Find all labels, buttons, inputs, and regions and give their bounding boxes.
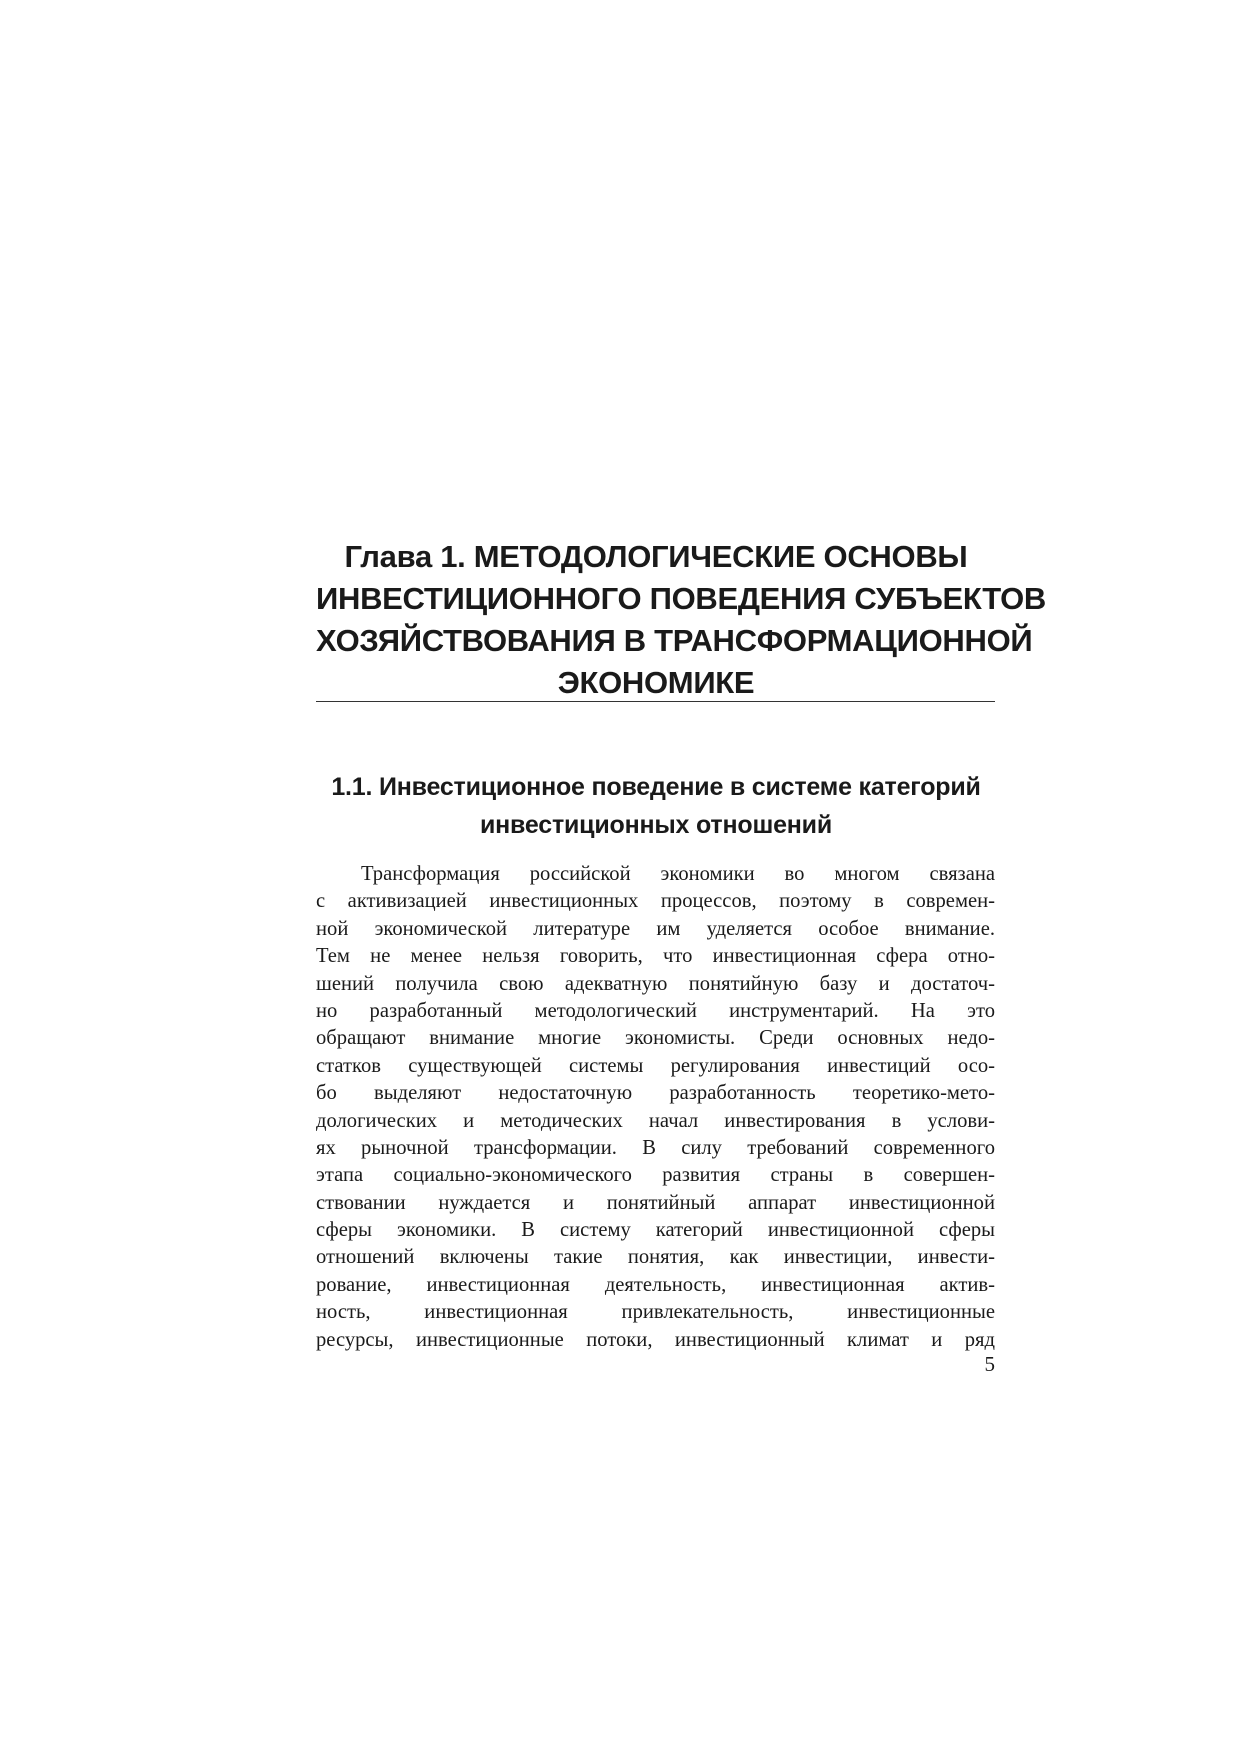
paragraph-line: этапа социально-экономического развития страны в совершен- — [316, 1164, 995, 1187]
paragraph-line: ность, инвестиционная привлекательность, инвестиционные — [316, 1301, 995, 1324]
paragraph-line: но разработанный методологический инструментарий. На это — [316, 999, 995, 1022]
paragraph-line: ях рыночной трансформации. В силу требований современного — [316, 1136, 995, 1159]
paragraph-line: с активизацией инвестиционных процессов, поэтому в современ- — [316, 890, 995, 913]
chapter-title — [316, 536, 1047, 704]
chapter-title-line: ХОЗЯЙСТВОВАНИЯ В ТРАНСФОРМАЦИОННОЙ — [316, 623, 1033, 658]
paragraph-line: рование, инвестиционная деятельность, инвестиционная актив- — [316, 1273, 995, 1296]
paragraph-line: сферы экономики. В систему категорий инвестиционной сферы — [316, 1219, 995, 1242]
chapter-title-line: ЭКОНОМИКЕ — [557, 665, 755, 700]
paragraph-line: шений получила свою адекватную понятийную базу и достаточ- — [316, 972, 995, 995]
paragraph-line: ной экономической литературе им уделяется особое внимание. — [316, 917, 995, 940]
paragraph-line: ствовании нуждается и понятийный аппарат инвестиционной — [316, 1191, 995, 1214]
section-title-line: 1.1. Инвестиционное поведение в системе категорий — [331, 773, 981, 801]
section-title-line: инвестиционных отношений — [479, 811, 833, 839]
paragraph-line: бо выделяют недостаточную разработанность теоретико-мето- — [316, 1082, 995, 1105]
chapter-title-line: ИНВЕСТИЦИОННОГО ПОВЕДЕНИЯ СУБЪЕКТОВ — [316, 581, 1047, 616]
paragraph-line: отношений включены такие понятия, как инвестиции, инвести- — [316, 1246, 995, 1269]
paragraph-line: статков существующей системы регулирования инвестиций осо- — [316, 1054, 995, 1077]
paragraph-line: обращают внимание многие экономисты. Среди основных недо- — [316, 1027, 995, 1050]
paragraph-line: Трансформация российской экономики во многом связана — [361, 863, 995, 885]
paragraph-line: дологических и методических начал инвестирования в услови- — [316, 1109, 995, 1132]
body-paragraph — [316, 861, 995, 1354]
paragraph-line: Тем не менее нельзя говорить, что инвестиционная сфера отно- — [316, 945, 995, 968]
page-number: 5 — [984, 1352, 995, 1376]
paragraph-line: ресурсы, инвестиционные потоки, инвестиционный климат и ряд — [316, 1328, 995, 1351]
chapter-title-line: Глава 1. МЕТОДОЛОГИЧЕСКИЕ ОСНОВЫ — [344, 539, 968, 574]
chapter-title-rule — [316, 701, 995, 702]
section-title — [316, 768, 996, 844]
